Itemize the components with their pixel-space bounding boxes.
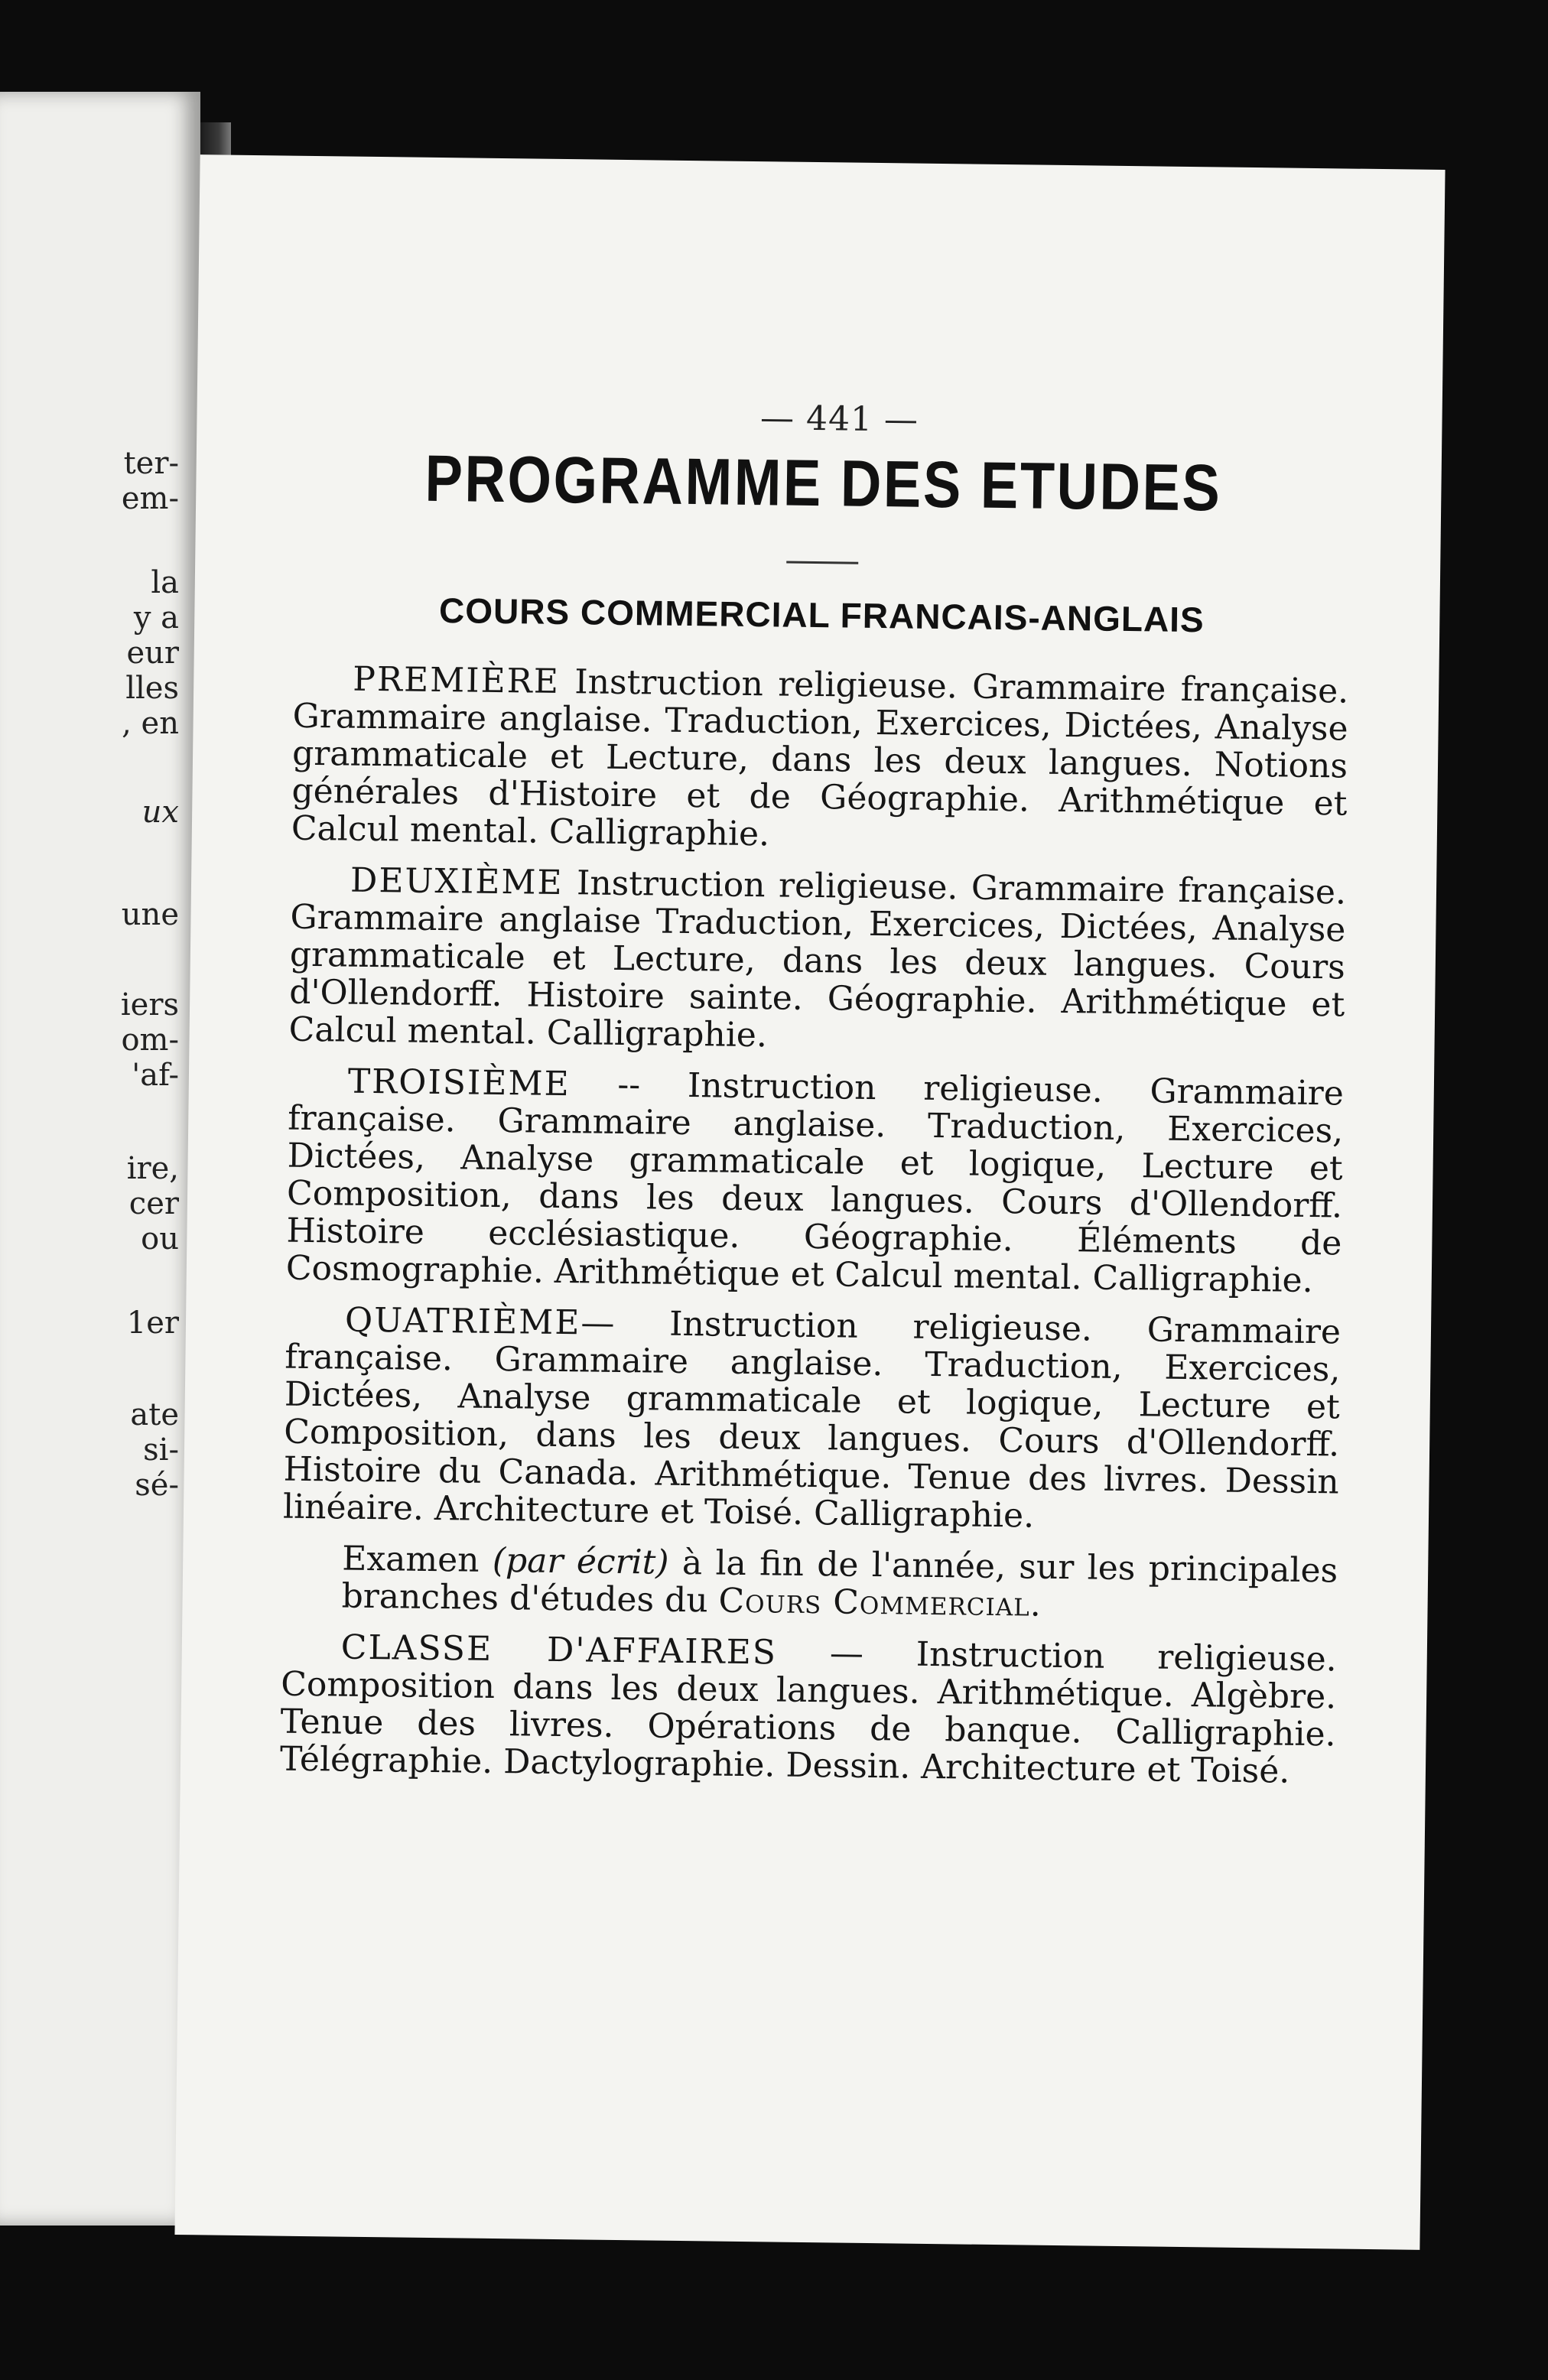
left-page-fragment: sé- <box>135 1468 179 1503</box>
grade-text: -- Instruction religieuse. Grammaire française. Grammaire anglaise. Traduction, Exercices, Dictées, Analyse grammaticale et logique, Lecture et Composition, dans les deux langues. Cours d'Ollendorff. Histoire ecclésiastique. Géographie. Éléments de Cosmographie. Arithmétique et Calcul mental. Calligraphie. <box>285 1065 1345 1301</box>
grade-heading: TROISIÈME <box>347 1062 571 1104</box>
grade-heading: DEUXIÈME <box>350 860 564 903</box>
grade-text: — Instruction religieuse. Composition dans les deux langues. Arithmétique. Algèbre. Tenue des livres. Opérations de banque. Calligraphie. Télégraphie. Dactylographie. Dessin. Architecture et Toisé. <box>279 1633 1338 1791</box>
left-page-fragment: ux <box>141 795 179 830</box>
left-page-fragment: ou <box>141 1221 179 1257</box>
exam-note <box>281 1540 1338 1627</box>
left-page-fragment: ter- <box>123 446 179 481</box>
left-page-fragment: si- <box>143 1432 179 1468</box>
page-title: PROGRAMME DES ETUDES <box>424 441 1223 525</box>
left-page-fragment: ire, <box>126 1151 179 1186</box>
left-page-fragment: cer <box>128 1186 179 1221</box>
grade-text: Instruction religieuse. Grammaire française. Grammaire anglaise. Traduction, Exercices, Dictées, Analyse grammaticale et Lecture, dans les deux langues. Notions générales d'Histoire et de Géographie. Arithmétique et Calcul mental. Calligraphie. <box>291 662 1349 854</box>
grade-heading: CLASSE D'AFFAIRES <box>340 1627 778 1673</box>
left-page-fragment: ate <box>130 1397 179 1432</box>
program-classe-affaires <box>280 1628 1337 1791</box>
program-troisieme <box>286 1062 1344 1300</box>
exam-text-start: Examen <box>341 1539 493 1580</box>
program-quatrieme <box>283 1301 1341 1539</box>
grade-heading: QUATRIÈME <box>344 1300 581 1343</box>
left-page <box>0 92 200 2226</box>
left-page-fragment: om- <box>121 1023 179 1058</box>
grade-text: — Instruction religieuse. Grammaire française. Grammaire anglaise. Traduction, Exercices, Dictées, Analyse grammaticale et logique, Lecture et Composition, dans les deux langues. Cours d'Ollendorff. Histoire du Canada. Arithmétique. Tenue des livres. Dessin linéaire. Architecture et Toisé. Calligraphie. <box>282 1303 1341 1536</box>
section-subtitle: COURS COMMERCIAL FRANCAIS-ANGLAIS <box>438 590 1205 640</box>
left-page-fragment: la <box>151 565 179 600</box>
left-page-fragment: y a <box>133 600 179 636</box>
exam-smallcaps: Cours Commercial <box>718 1581 1031 1624</box>
left-page-fragment: 1er <box>126 1305 179 1341</box>
exam-text-middle: à la fin de l'année, sur les principales branches d'études du <box>341 1543 1338 1621</box>
exam-italic: (par écrit) <box>492 1540 669 1582</box>
right-page <box>174 154 1445 2250</box>
left-page-fragment: lles <box>125 671 179 706</box>
grade-text: Instruction religieuse. Grammaire française. Grammaire anglaise Traduction, Exercices, Dictées, Analyse grammaticale et Lecture, dans les deux langues. Cours d'Ollendorff. Histoire sainte. Géographie. Arithmétique et Calcul mental. Calligraphie. <box>288 863 1347 1055</box>
left-page-fragment: une <box>121 897 179 932</box>
left-page-fragment: iers <box>120 987 179 1023</box>
left-page-fragment: em- <box>121 481 179 516</box>
exam-text-end: . <box>1029 1585 1042 1624</box>
page-content <box>280 393 1352 1805</box>
title-divider <box>786 561 858 564</box>
left-page-fragment: 'af- <box>132 1058 179 1093</box>
left-page-fragment: eur <box>126 636 179 671</box>
page-number: — 441 — <box>759 398 919 440</box>
left-page-fragment: , en <box>122 706 179 741</box>
program-premiere <box>291 660 1349 860</box>
program-deuxieme <box>288 861 1346 1062</box>
grade-heading: PREMIÈRE <box>352 659 561 701</box>
